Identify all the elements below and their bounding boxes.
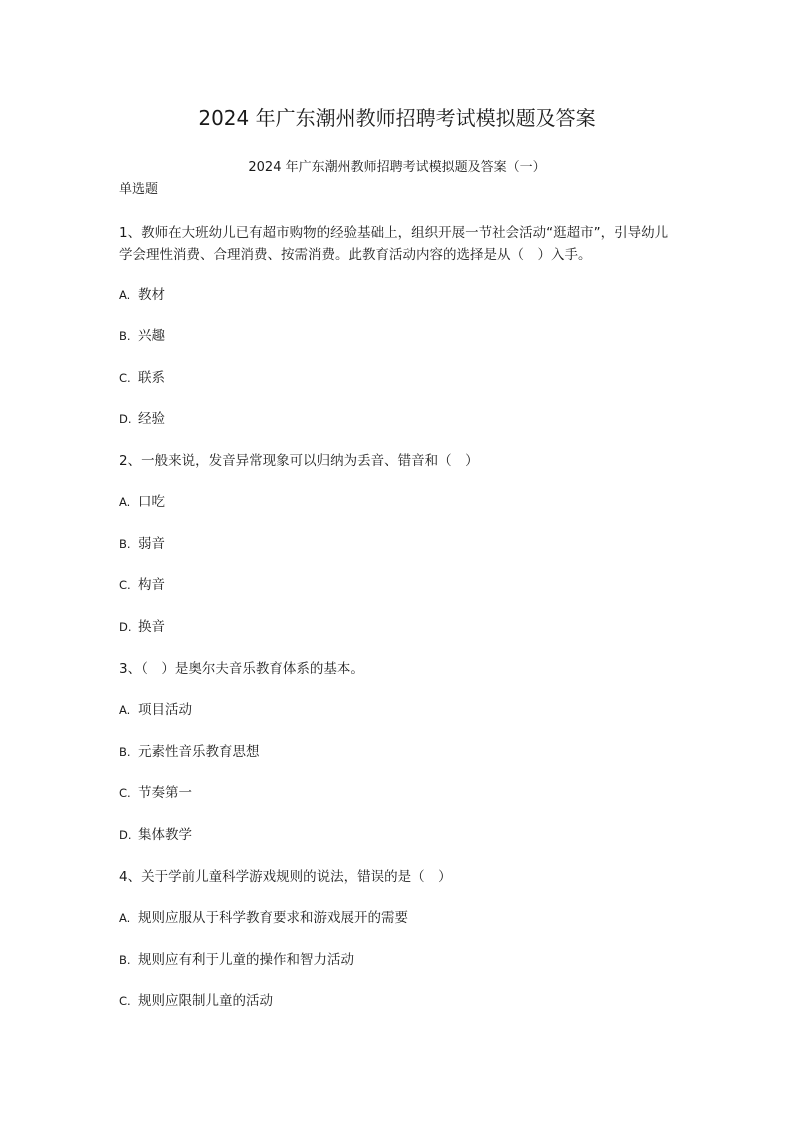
option-letter: A. xyxy=(119,288,131,302)
option-letter: A. xyxy=(119,495,131,509)
q2-option-b xyxy=(119,533,165,555)
q1-option-c xyxy=(119,367,165,389)
option-text: 经验 xyxy=(138,411,165,427)
option-text: 规则应限制儿童的活动 xyxy=(138,993,273,1009)
q4-option-b xyxy=(119,949,354,971)
option-letter: D. xyxy=(119,828,132,842)
option-letter: C. xyxy=(119,371,131,385)
document-title: 2024 年广东潮州教师招聘考试模拟题及答案 xyxy=(198,106,596,130)
question-3: 3、（ ）是奥尔夫音乐教育体系的基本。 xyxy=(119,661,364,677)
option-text: 规则应有利于儿童的操作和智力活动 xyxy=(138,952,354,968)
option-letter: C. xyxy=(119,786,131,800)
option-text: 构音 xyxy=(138,577,165,593)
option-text: 教材 xyxy=(138,287,165,303)
option-text: 换音 xyxy=(138,619,165,635)
q4-option-c xyxy=(119,990,273,1012)
option-letter: D. xyxy=(119,412,132,426)
option-letter: B. xyxy=(119,745,131,759)
option-letter: B. xyxy=(119,329,131,343)
option-text: 节奏第一 xyxy=(138,785,192,801)
q2-option-d xyxy=(119,616,165,638)
option-text: 规则应服从于科学教育要求和游戏展开的需要 xyxy=(138,910,408,926)
q1-option-d xyxy=(119,408,165,430)
option-text: 口吃 xyxy=(138,494,165,510)
section-heading: 单选题 xyxy=(119,182,159,197)
question-4: 4、关于学前儿童科学游戏规则的说法，错误的是（ ） xyxy=(119,869,452,885)
q3-option-d xyxy=(119,824,192,846)
option-letter: B. xyxy=(119,537,131,551)
option-text: 项目活动 xyxy=(138,702,192,718)
q1-option-b xyxy=(119,325,165,347)
document-subtitle: 2024 年广东潮州教师招聘考试模拟题及答案（一） xyxy=(248,160,546,175)
option-letter: C. xyxy=(119,578,131,592)
q3-option-c xyxy=(119,782,192,804)
option-text: 集体教学 xyxy=(138,827,192,843)
question-2: 2、一般来说，发音异常现象可以归纳为丢音、错音和（ ） xyxy=(119,453,479,469)
option-text: 元素性音乐教育思想 xyxy=(138,744,260,760)
question-1: 1、教师在大班幼儿已有超市购物的经验基础上，组织开展一节社会活动“逛超市”，引导幼儿学会理性消费、合理消费、按需消费。此教育活动内容的选择是从（ ）入手。 xyxy=(119,225,669,263)
q2-option-c xyxy=(119,574,165,596)
option-letter: B. xyxy=(119,953,131,967)
option-text: 弱音 xyxy=(138,536,165,552)
q1-option-a xyxy=(119,284,165,306)
q3-option-a xyxy=(119,699,192,721)
option-letter: A. xyxy=(119,911,131,925)
option-letter: A. xyxy=(119,703,131,717)
option-text: 联系 xyxy=(138,370,165,386)
option-letter: D. xyxy=(119,620,132,634)
q2-option-a xyxy=(119,491,165,513)
q4-option-a xyxy=(119,907,408,929)
q3-option-b xyxy=(119,741,260,763)
option-text: 兴趣 xyxy=(138,328,165,344)
option-letter: C. xyxy=(119,994,131,1008)
